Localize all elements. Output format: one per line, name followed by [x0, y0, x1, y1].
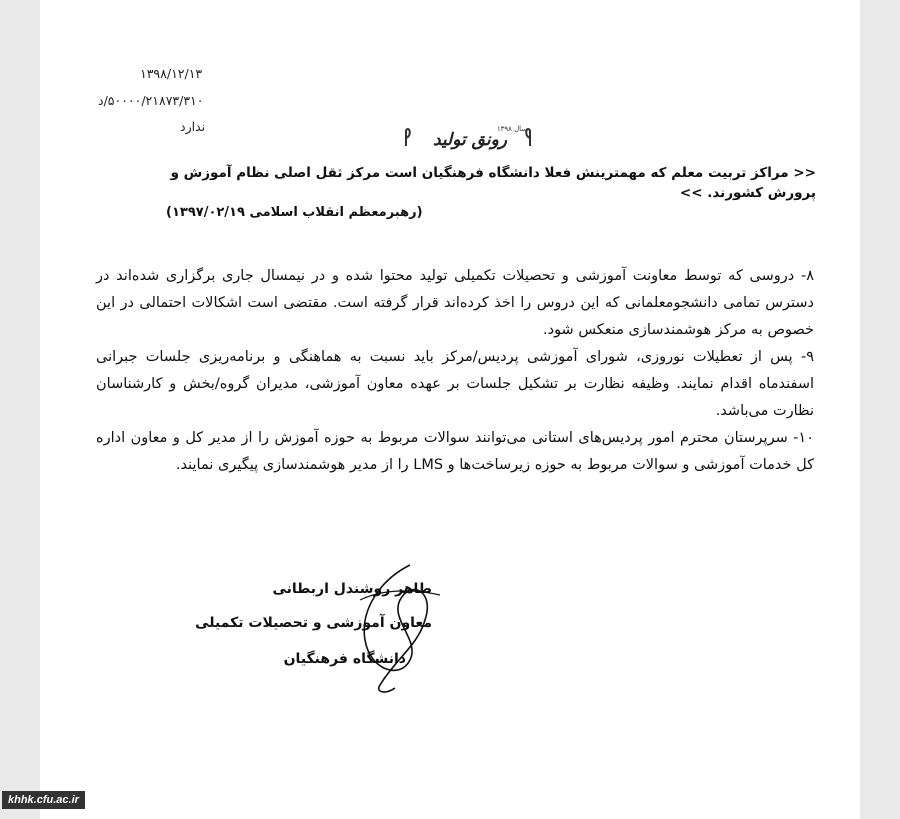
paragraph-8: ۸- دروسی که توسط معاونت آموزشی و تحصیلات تکمیلی تولید محتوا شده و در نیمسال جاری برگزاری شده‌اند در دسترس تمامی دانشجومعلمانی که این دروس را اخذ کرده‌اند قرار گرفته است. مقتضی است اشکالات احتمالی در این خصوص به مرکز هوشمندسازی منعکس شود.: [96, 268, 814, 338]
signer-title: معاون آموزشی و تحصیلات تکمیلی: [195, 615, 432, 631]
letter-body: [96, 263, 814, 479]
paragraph-9: ۹- پس از تعطیلات نوروزی، شورای آموزشی پردیس/مرکز باید نسبت به هماهنگی و برنامه‌ریزی جلسات جبرانی اسفندماه اقدام نمایند. وظیفه نظارت بر تشکیل جلسات بر عهده معاون آموزشی، مدیران گروه/بخش و کارشناسان نظارت می‌باشد.: [96, 349, 814, 419]
letter-date: ۱۳۹۸/۱۲/۱۳: [140, 66, 203, 81]
letter-attachment: ندارد: [180, 119, 206, 134]
slogan-year: سال ۱۳۹۸: [496, 125, 528, 133]
letter-number: ۵۰۰۰۰/۲۱۸۷۳/۳۱۰/د: [98, 93, 204, 108]
slogan-text: رونق تولید: [433, 130, 507, 150]
paragraph-10: ۱۰- سرپرستان محترم امور پردیس‌های استانی می‌توانند سوالات مربوط به حوزه آموزش را از مدیر کل و معاون اداره کل خدمات آموزشی و سوالات مربوط به حوزه زیرساخت‌ها و LMS را از مدیر هوشمندسازی پیگیری نمایند.: [96, 430, 814, 473]
leader-quote: << مراکز تربیت معلم که مهمترینش فعلا دانشگاه فرهنگیان است مرکز ثقل اصلی نظام آموزش و پرورش کشورند. >>: [170, 165, 816, 201]
quote-source: (رهبرمعظم انقلاب اسلامی ۱۳۹۷/۰۲/۱۹): [166, 205, 423, 220]
site-watermark: khhk.cfu.ac.ir: [2, 791, 85, 809]
signer-name: طاهر روشندل اربطانی: [272, 581, 432, 597]
letter-page: [40, 0, 860, 819]
slogan-logo: [400, 120, 540, 154]
signer-organization: دانشگاه فرهنگیان: [283, 651, 406, 667]
